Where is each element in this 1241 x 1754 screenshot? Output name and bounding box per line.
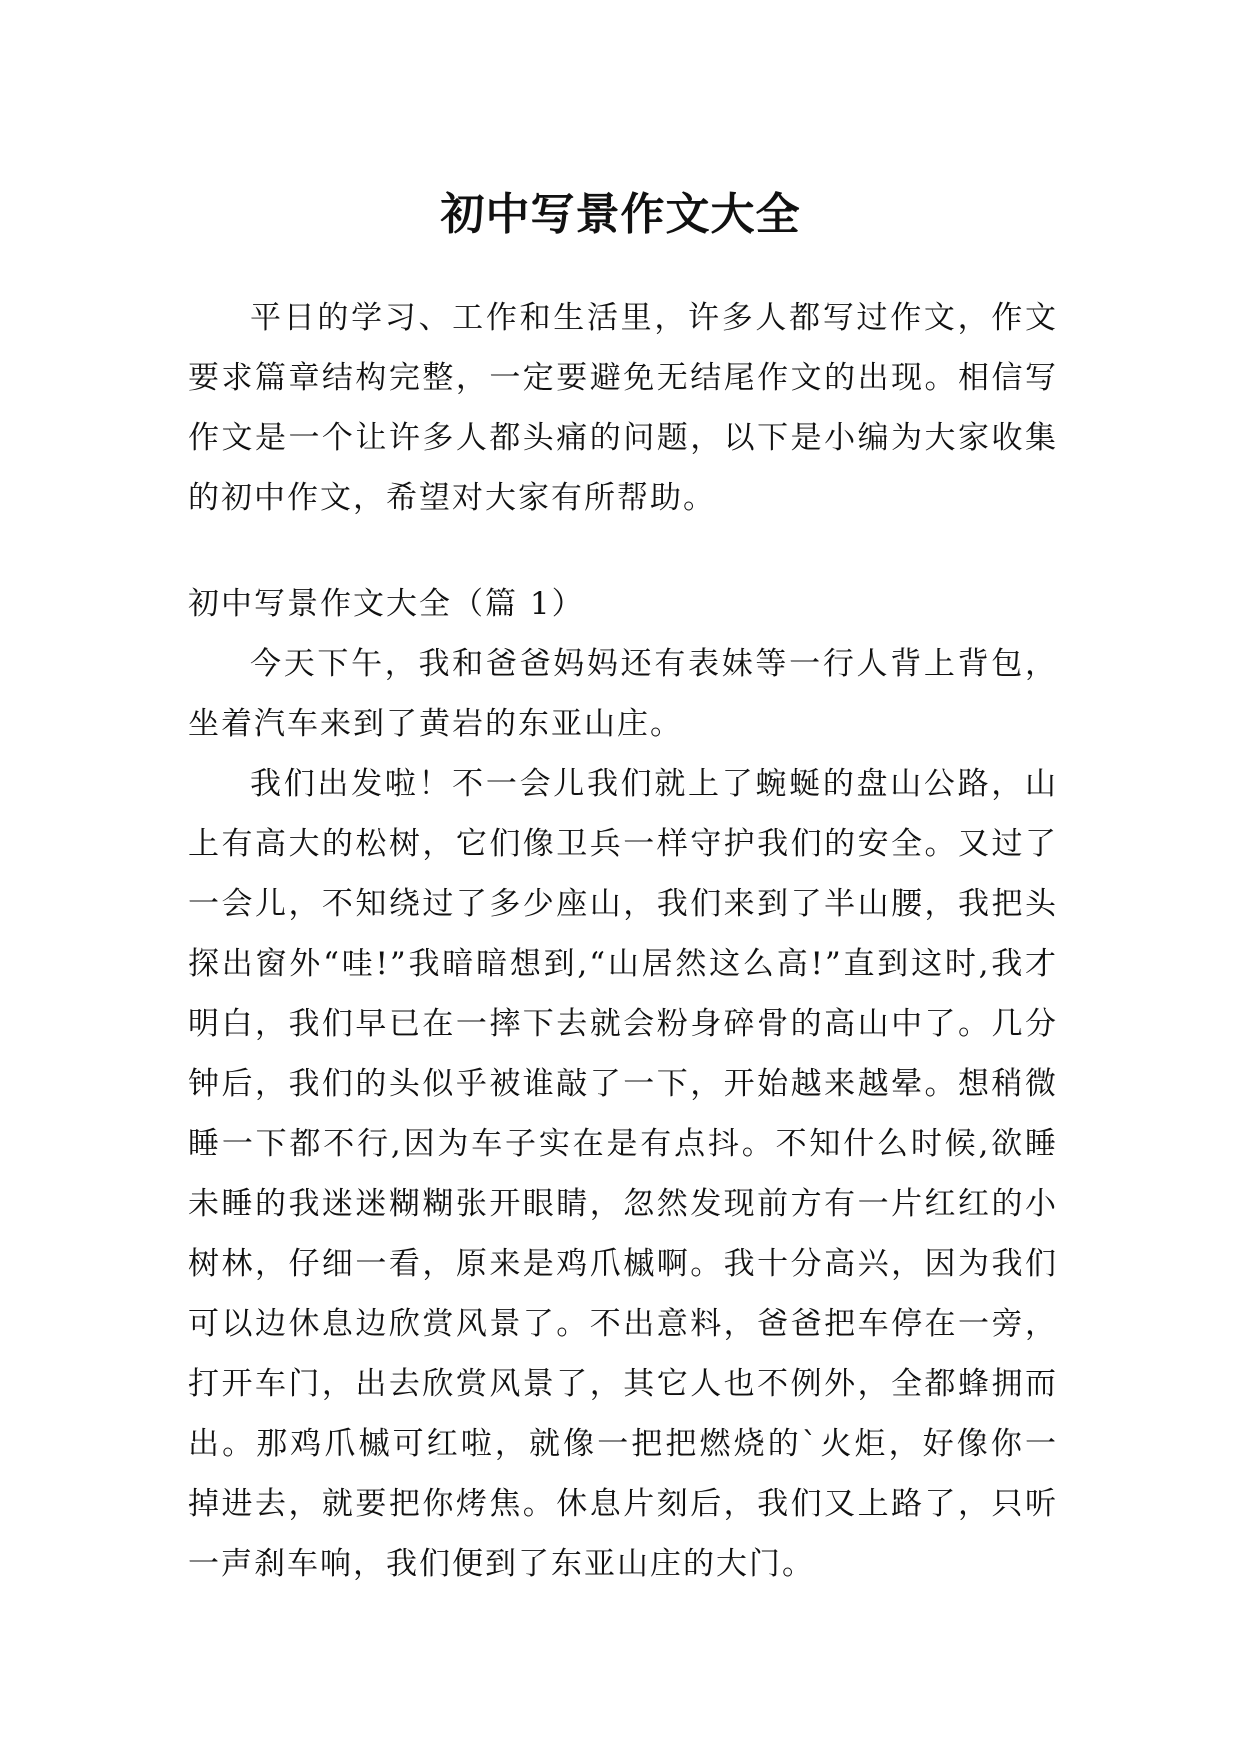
intro-block [188,288,1058,528]
section-paragraph-2: 我们出发啦！不一会儿我们就上了蜿蜒的盘山公路，山上有高大的松树，它们像卫兵一样守护我们的安全。又过了一会儿，不知绕过了多少座山，我们来到了半山腰，我把头探出窗外“哇!”我暗暗想到,“山居然这么高!”直到这时,我才明白，我们早已在一摔下去就会粉身碎骨的高山中了。几分钟后，我们的头似乎被谁敲了一下，开始越来越晕。想稍微睡一下都不行,因为车子实在是有点抖。不知什么时候,欲睡未睡的我迷迷糊糊张开眼睛，忽然发现前方有一片红红的小树林，仔细一看，原来是鸡爪槭啊。我十分高兴，因为我们可以边休息边欣赏风景了。不出意料，爸爸把车停在一旁，打开车门，出去欣赏风景了，其它人也不例外，全都蜂拥而出。那鸡爪槭可红啦，就像一把把燃烧的`火炬，好像你一掉进去，就要把你烤焦。休息片刻后，我们又上路了，只听一声刹车响，我们便到了东亚山庄的大门。 [188,766,1058,1582]
section-heading: 初中写景作文大全（篇 1） [188,586,585,622]
section-paragraph-1: 今天下午，我和爸爸妈妈还有表妹等一行人背上背包，坐着汽车来到了黄岩的东亚山庄。 [188,646,1058,742]
article-section-1 [188,574,1058,1594]
document-title: 初中写景作文大全 [440,189,801,241]
intro-paragraph: 平日的学习、工作和生活里，许多人都写过作文，作文要求篇章结构完整，一定要避免无结尾作文的出现。相信写作文是一个让许多人都头痛的问题，以下是小编为大家收集的初中作文，希望对大家有所帮助。 [188,300,1058,516]
